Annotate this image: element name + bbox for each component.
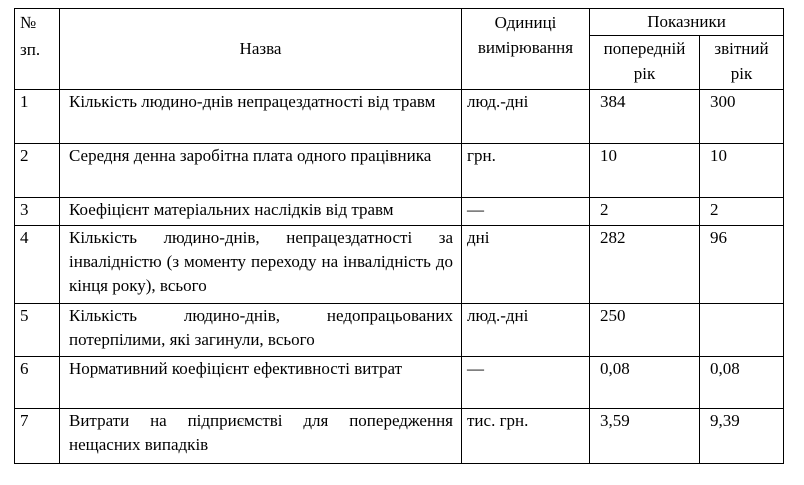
row-report-value: 2 [700,198,784,226]
row-unit: грн. [462,144,590,198]
header-unit: Одиниці вимірювання [477,13,574,57]
header-name-cell [60,9,462,90]
row-prev-value: 2 [590,198,700,226]
row-unit: — [462,357,590,409]
row-name: Кількість людино-днів, непрацездатності за інвалідністю (з моменту переходу на інвалідність до кінця року), всього [60,226,462,304]
table-row [15,409,784,464]
row-unit: тис. грн. [462,409,590,464]
row-num: 1 [15,90,60,144]
header-prev-year: попередній рік [603,39,686,83]
table-header-row [15,9,784,36]
table-row [15,226,784,304]
row-num: 5 [15,304,60,357]
header-indicators-cell [590,9,784,36]
row-report-value: 9,39 [700,409,784,464]
row-num: 7 [15,409,60,464]
table-row [15,90,784,144]
row-report-value: 300 [700,90,784,144]
row-prev-value: 384 [590,90,700,144]
row-report-value: 10 [700,144,784,198]
row-num: 4 [15,226,60,304]
row-unit: дні [462,226,590,304]
row-name: Нормативний коефіцієнт ефективності витрат [60,357,462,409]
row-name: Середня денна заробітна плата одного працівника [60,144,462,198]
row-report-value: 0,08 [700,357,784,409]
row-report-value [700,304,784,357]
document-page [14,8,784,464]
row-unit: — [462,198,590,226]
table-row [15,198,784,226]
header-prev-year-cell [590,36,700,90]
header-unit-cell [462,9,590,90]
row-prev-value: 10 [590,144,700,198]
header-num: № зп. [20,13,41,59]
row-prev-value: 3,59 [590,409,700,464]
table-row [15,357,784,409]
row-num: 3 [15,198,60,226]
header-report-year: звітний рік [714,39,769,83]
header-name: Назва [239,39,282,58]
row-name: Кількість людино-днів непрацездатності від травм [60,90,462,144]
header-report-year-cell [700,36,784,90]
row-unit: люд.-дні [462,90,590,144]
row-report-value: 96 [700,226,784,304]
table-row [15,304,784,357]
row-prev-value: 282 [590,226,700,304]
header-indicators: Показники [647,12,726,31]
row-name: Витрати на підприємстві для попередження нещасних випадків [60,409,462,464]
indicators-table [14,8,784,464]
row-prev-value: 250 [590,304,700,357]
row-name: Коефіцієнт матеріальних наслідків від травм [60,198,462,226]
row-prev-value: 0,08 [590,357,700,409]
row-unit: люд.-дні [462,304,590,357]
header-num-cell [15,9,60,90]
table-row [15,144,784,198]
row-name: Кількість людино-днів, недопрацьованих потерпілими, які загинули, всього [60,304,462,357]
row-num: 6 [15,357,60,409]
row-num: 2 [15,144,60,198]
